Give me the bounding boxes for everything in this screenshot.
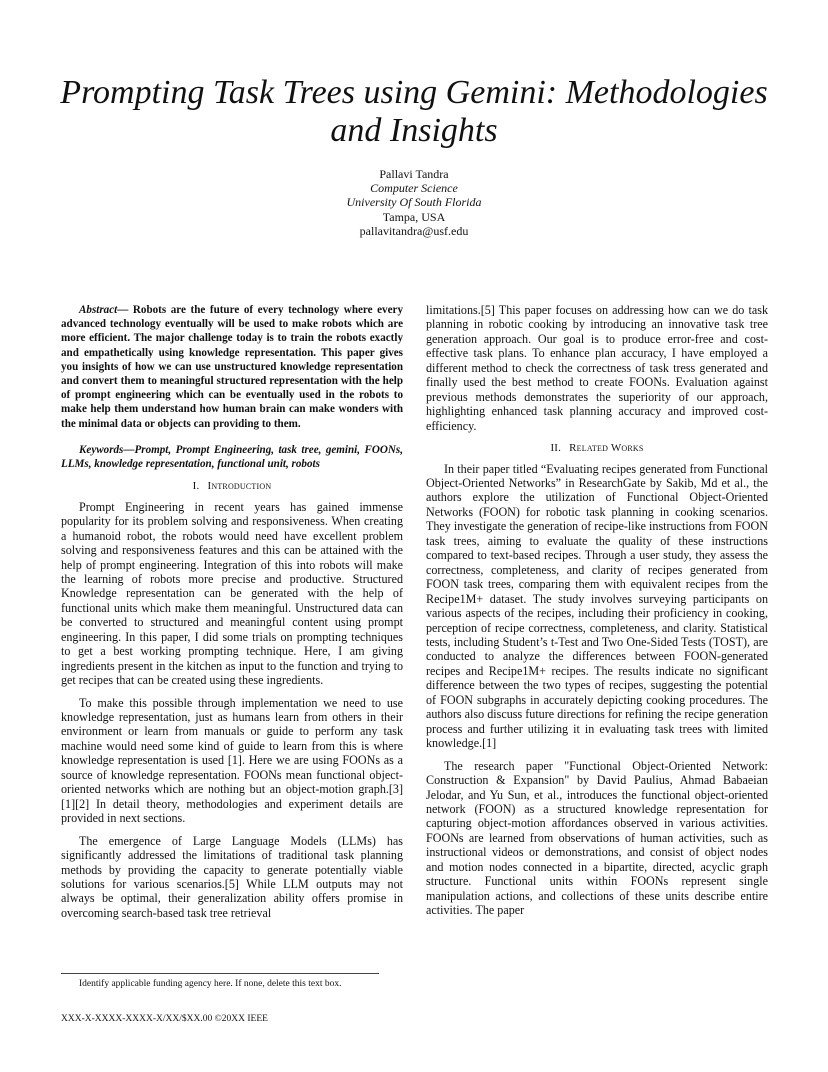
author-email: pallavitandra@usf.edu bbox=[359, 223, 469, 238]
abstract-label: Abstract bbox=[79, 304, 118, 316]
left-column bbox=[61, 303, 403, 928]
abstract bbox=[61, 303, 403, 431]
section-number: II. bbox=[550, 442, 562, 455]
keywords bbox=[61, 443, 403, 471]
section-title: Related Works bbox=[569, 442, 644, 455]
intro-paragraph-2: To make this possible through implementation we need to use knowledge representation, just as humans learn from others in their environment or learn from manuals or guide to perform any task machine would need some kind of guide to learn from this is where knowledge representation is used [1]. Here we are using FOONs as a source of knowledge representation. FOONs mean functional object-oriented networks which are nothing but an object-motion graph.[3][1][2] In detail theory, methodologies and experiment details are provided in next sections. bbox=[61, 695, 403, 826]
footnote-rule bbox=[61, 973, 379, 974]
author-location: Tampa, USA bbox=[382, 209, 446, 224]
author-department: Computer Science bbox=[370, 181, 458, 196]
intro-paragraph-3: The emergence of Large Language Models (LLMs) has significantly addressed the limitations of traditional task planning methods by providing the capacity to generate potentially viable solutions for various scenarios.[5] While LLM outputs may not always be optimal, their generalization ability offers promise in overcoming search-based task tree retrieval bbox=[61, 833, 403, 920]
abstract-dash: — bbox=[117, 304, 129, 316]
keywords-dash: — bbox=[123, 443, 135, 456]
intro-paragraph-1: Prompt Engineering in recent years has gained immense popularity for its problem solving and responsiveness. When creating a humanoid robot, the robots would need have excellent problem solving and responsiveness features and this can be attained with the help of prompt engineering. Integration of this into robots will make the learning of robots more precise and productive. Structured Knowledge representation can be generated with the help of functional units which make them meaningful. Unstructured data can be converted to structured and meaningful content using prompt engineering. In this paper, I did some trials on prompting techniques to get a best working prompting technique. Here, I am giving ingredients present in the kitchen as input to the function and trying to get recipes that can be created using these ingredients. bbox=[61, 499, 403, 688]
abstract-text: Robots are the future of every technology where every advanced technology eventually will be used to make robots which are more efficient. The major challenge today is to train the robots exactly and empathetically using knowledge representation. This paper gives you insights of how we can use unstructured knowledge representation and convert them to meaningful structured representation with the help of prompt engineering which can be eventually used in the robots to make help them understand how human brain can make wonders with the minimal data or objects can providing to them. bbox=[61, 304, 403, 430]
keywords-text: Prompt, Prompt Engineering, task tree, gemini, FOONs, LLMs, knowledge representation, functional unit, robots bbox=[61, 443, 403, 471]
author-university: University Of South Florida bbox=[346, 195, 482, 210]
author-block bbox=[214, 167, 614, 238]
section-title: Introduction bbox=[207, 480, 272, 493]
keywords-label: Keywords bbox=[79, 443, 124, 456]
copyright-line: XXX-X-XXXX-XXXX-X/XX/$XX.00 ©20XX IEEE bbox=[61, 1014, 268, 1024]
section-number: I. bbox=[192, 480, 200, 493]
section-heading-related-works bbox=[426, 441, 768, 455]
related-paragraph-1: In their paper titled “Evaluating recipes generated from Functional Object-Oriented Networks” in ResearchGate by Sakib, Md et al., the authors explore the utilization of Functional Object-Oriented Networks (FOON) for robotic task planning in cooking scenarios. They investigate the generation of recipe-like instructions from FOON task trees, aiming to evaluate the quality of these instructions compared to text-based recipes. Through a user study, they assess the correctness, completeness, and clarity of recipes generated from FOON task trees, comparing them with equivalent recipes from the Recipe1M+ dataset. The study involves surveying participants on various aspects of the recipes, including their proficiency in cooking, perception of recipe correctness, completeness, and clarity. Statistical tests, including Student’s t-Test and Two One-Sided Tests (TOST), are conducted to analyze the differences between FOON-generated recipes and Recipe1M+ recipes. The results indicate no significant difference between the two types of recipes, suggesting the potential of FOON subgraphs in accurately depicting cooking procedures. The authors also discuss future directions for refining the recipe generation process and further utilizing it in evaluating task trees with limited knowledge.[1] bbox=[426, 461, 768, 751]
intro-paragraph-continued: limitations.[5] This paper focuses on addressing how can we do task planning in robotic cooking by introducing an innovative task tree generation approach. Our goal is to produce error-free and cost-effective task plans. To enhance plan accuracy, I have employed a different method to check the correctness of task tress generated and finally used the best method to create FOONs. Evaluation against previous methods demonstrates the superiority of our approach, highlighting enhanced task planning accuracy and improved cost-efficiency. bbox=[426, 303, 768, 433]
author-name: Pallavi Tandra bbox=[379, 167, 449, 181]
related-paragraph-2: The research paper "Functional Object-Oriented Network: Construction & Expansion" by David Paulius, Ahmad Babaeian Jelodar, and Yu Sun, et al., introduces the functional object-oriented network (FOON) as a structured knowledge representation for capturing object-motion affordances observed in various activities. FOONs are learned from observations of human activities, such as instructional videos or demonstrations, and consist of object nodes and motion nodes connected in a bipartite, directed, acyclic graph structure. Functional units within FOONs represent single manipulation actions, and collections of these units describe entire activities. The paper bbox=[426, 758, 768, 918]
section-heading-introduction bbox=[61, 479, 403, 493]
paper-title: Prompting Task Trees using Gemini: Methodologies and Insights bbox=[60, 74, 768, 149]
footnote: Identify applicable funding agency here. If none, delete this text box. bbox=[79, 979, 342, 989]
right-column bbox=[426, 303, 768, 926]
